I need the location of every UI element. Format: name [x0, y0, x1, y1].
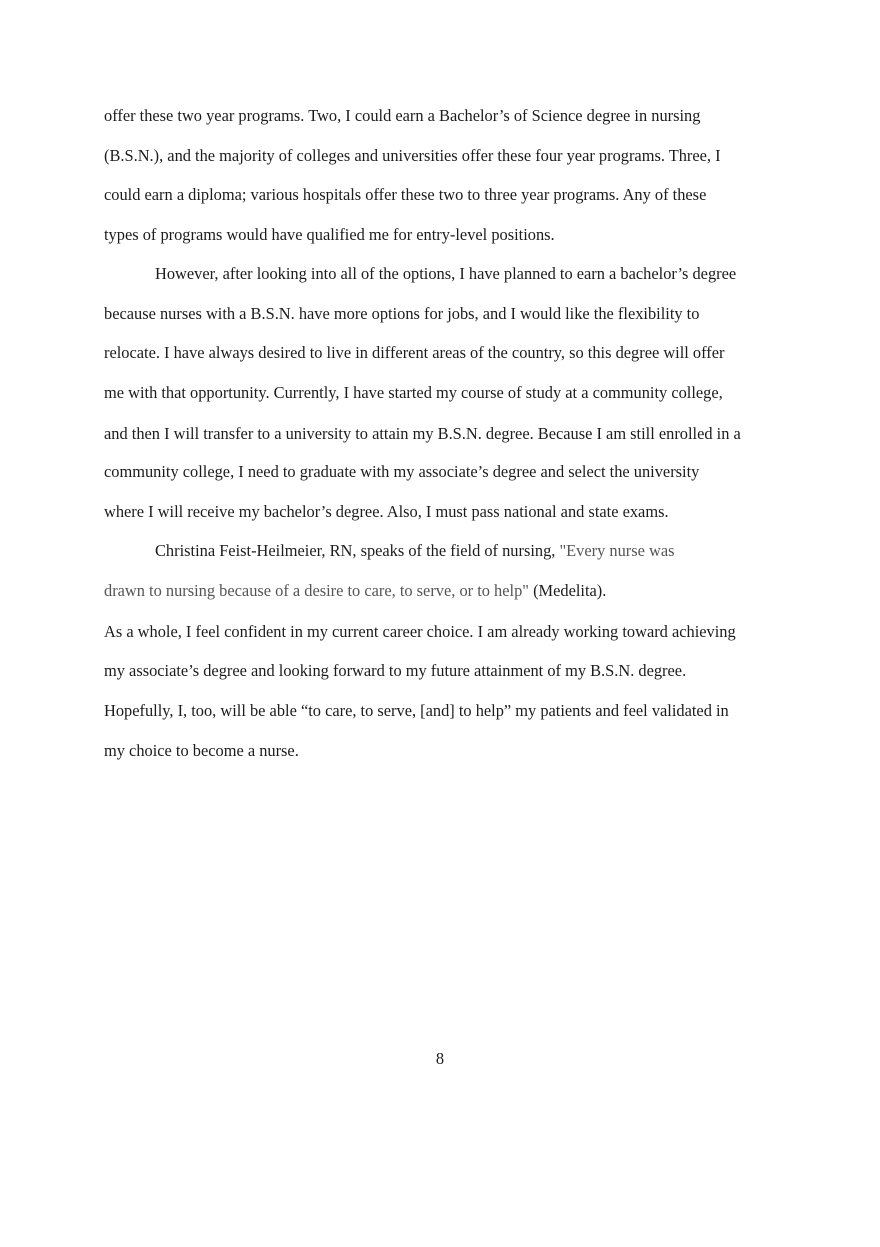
text-line: As a whole, I feel confident in my current career choice. I am already working toward achieving: [104, 622, 736, 641]
text-line: (B.S.N.), and the majority of colleges and universities offer these four year programs. Three, I: [104, 146, 721, 165]
text-line: types of programs would have qualified me for entry-level positions.: [104, 225, 555, 244]
quote-intro: Christina Feist-Heilmeier, RN, speaks of the field of nursing,: [155, 541, 560, 560]
text-line: and then I will transfer to a university to attain my B.S.N. degree. Because I am still enrolled in a: [104, 424, 741, 443]
quote-line: [104, 581, 606, 601]
text-line: community college, I need to graduate with my associate’s degree and select the university: [104, 462, 700, 481]
text-line: because nurses with a B.S.N. have more options for jobs, and I would like the flexibility to: [104, 304, 700, 323]
text-line: Hopefully, I, too, will be able “to care, to serve, [and] to help” my patients and feel validated in: [104, 701, 729, 720]
text-line: relocate. I have always desired to live in different areas of the country, so this degree will offer: [104, 343, 725, 362]
text-line: offer these two year programs. Two, I could earn a Bachelor’s of Science degree in nursing: [104, 106, 701, 125]
text-line: my associate’s degree and looking forward to my future attainment of my B.S.N. degree.: [104, 661, 687, 680]
page-number: 8: [435, 1049, 445, 1068]
text-line: could earn a diploma; various hospitals offer these two to three year programs. Any of these: [104, 185, 707, 204]
quote-text: drawn to nursing because of a desire to care, to serve, or to help": [104, 581, 529, 600]
quote-line: [155, 541, 675, 561]
quote-text: "Every nurse was: [559, 541, 675, 560]
text-line: my choice to become a nurse.: [104, 741, 299, 760]
quote-citation: (Medelita).: [528, 581, 607, 600]
text-line: where I will receive my bachelor’s degree. Also, I must pass national and state exams.: [104, 502, 669, 521]
text-line: However, after looking into all of the options, I have planned to earn a bachelor’s degree: [155, 264, 737, 283]
text-line: me with that opportunity. Currently, I have started my course of study at a community college,: [104, 383, 723, 402]
